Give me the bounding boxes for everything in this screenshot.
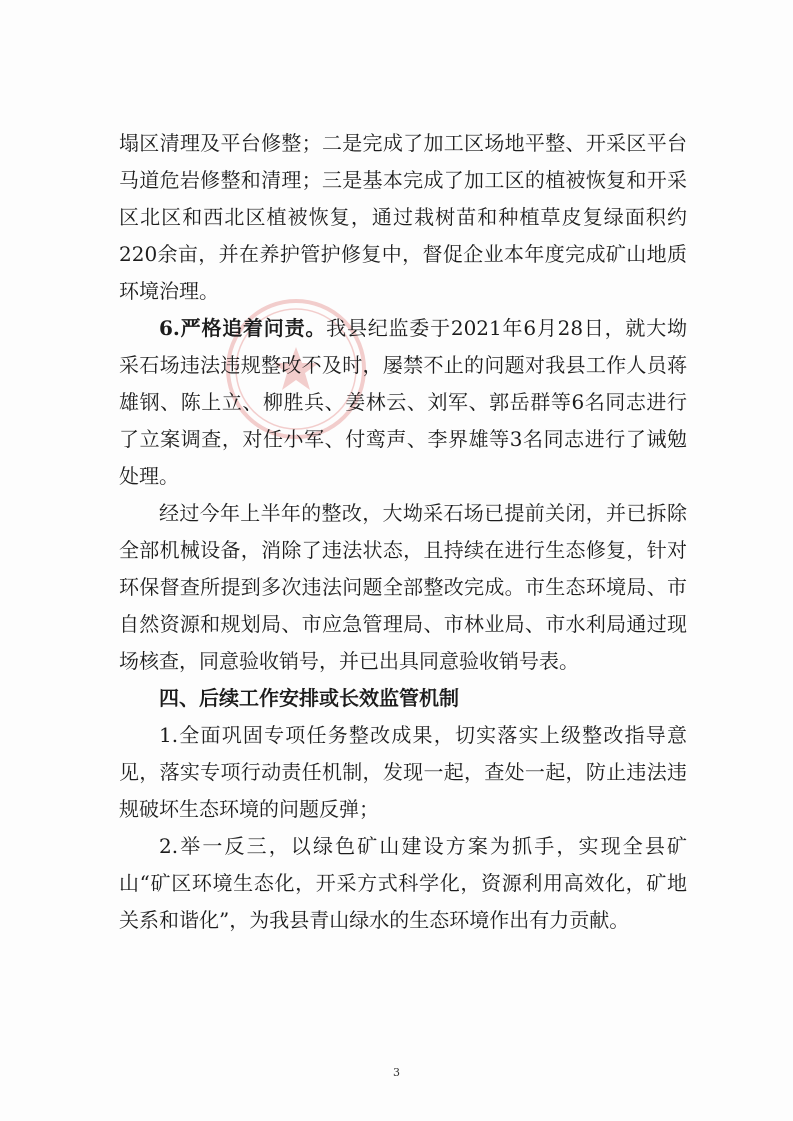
paragraph-accountability [119, 310, 687, 495]
section-item-2: 2.举一反三，以绿色矿山建设方案为抓手，实现全县矿山“矿区环境生态化，开采方式科学化，资源利用高效化，矿地关系和谐化”，为我县青山绿水的生态环境作出有力贡献。 [119, 834, 687, 932]
paragraph-accountability-text: 我县纪监委于2021年6月28日，就大坳采石场违法违规整改不及时，屡禁不止的问题对我县工作人员蒋雄钢、陈上立、柳胜兵、姜林云、刘军、郭岳群等6名同志进行了立案调查，对任小军、付鸾声、李界雄等3名同志进行了诫勉处理。 [119, 316, 687, 488]
paragraph-rectification-result: 经过今年上半年的整改，大坳采石场已提前关闭，并已拆除全部机械设备，消除了违法状态，且持续在进行生态修复，针对环保督查所提到多次违法问题全部整改完成。市生态环境局、市自然资源和规划局、市应急管理局、市林业局、市水利局通过现场核查，同意验收销号，并已出具同意验收销号表。 [119, 501, 687, 673]
paragraph-lead-title: 6.严格追着问责。 [159, 316, 327, 340]
section-item-1: 1.全面巩固专项任务整改成果，切实落实上级整改指导意见，落实专项行动责任机制，发现一起，查处一起，防止违法违规破坏生态环境的问题反弹； [119, 723, 687, 821]
document-body [119, 125, 687, 939]
paragraph-continuation: 塌区清理及平台修整；二是完成了加工区场地平整、开采区平台马道危岩修整和清理；三是基本完成了加工区的植被恢复和开采区北区和西北区植被恢复，通过栽树苗和种植草皮复绿面积约220余亩，并在养护管护修复中，督促企业本年度完成矿山地质环境治理。 [119, 131, 687, 303]
section-heading: 四、后续工作安排或长效监管机制 [159, 686, 459, 710]
page-number: 3 [393, 1066, 400, 1079]
